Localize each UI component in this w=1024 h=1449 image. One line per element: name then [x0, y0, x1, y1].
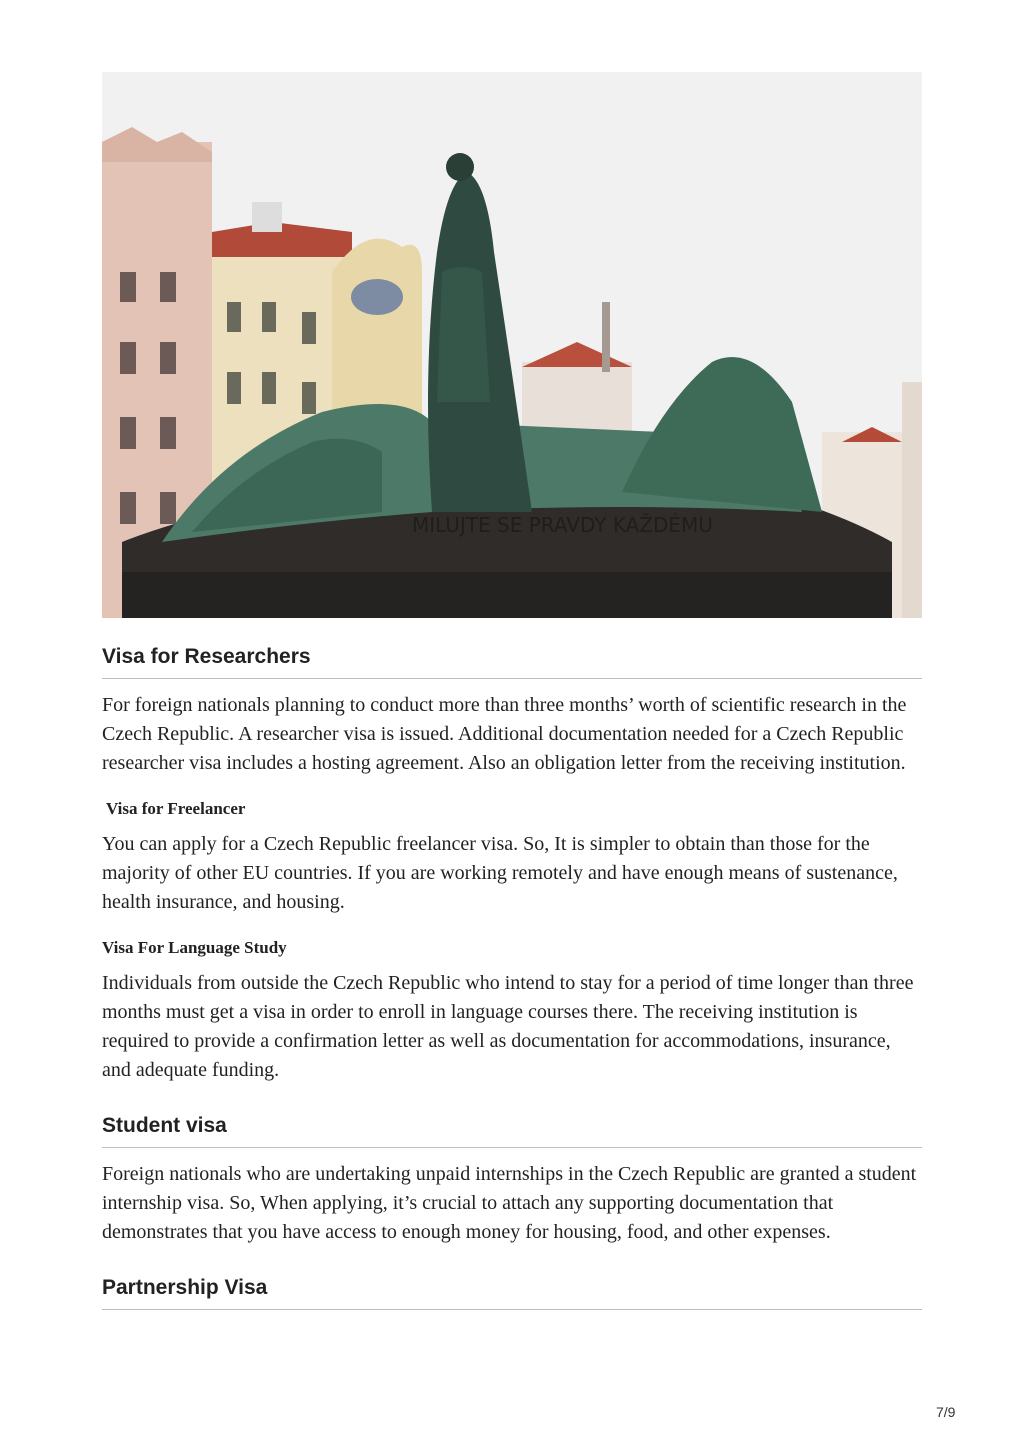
statue-photo-icon [102, 72, 922, 618]
section-body-student-visa: Foreign nationals who are undertaking unpaid internships in the Czech Republic are granted a student internship visa. So, When applying, it’s crucial to attach any supporting documentation that demonstrates that you have access to enough money for housing, food, and other expenses. [102, 1163, 917, 1243]
subheading-freelancer: Visa for Freelancer [106, 799, 246, 818]
document-page [102, 72, 922, 1310]
svg-text:MILUJTE SE PRAVDY KAŽDÉMU: MILUJTE SE PRAVDY KAŽDÉMU [412, 513, 713, 537]
section-heading-student-visa: Student visa [102, 1113, 922, 1148]
page-number: 7/9 [936, 1404, 956, 1420]
subheading-language-study: Visa For Language Study [102, 938, 287, 957]
section-heading-researchers: Visa for Researchers [102, 644, 922, 679]
section-body-researchers: For foreign nationals planning to conduct more than three months’ worth of scientific research in the Czech Republic. A researcher visa is issued. Additional documentation needed for a Czech Republic researcher visa includes a hosting agreement. Also an obligation letter from the receiving institution. [102, 694, 907, 774]
section-body-language-study: Individuals from outside the Czech Republic who intend to stay for a period of time longer than three months must get a visa in order to enroll in language courses there. The receiving institution is required to provide a confirmation letter as well as documentation for accommodations, insurance, and adequate funding. [102, 972, 914, 1081]
statue-photo [102, 72, 922, 618]
section-body-freelancer: You can apply for a Czech Republic freelancer visa. So, It is simpler to obtain than those for the majority of other EU countries. If you are working remotely and have enough means of sustenance, health insurance, and housing. [102, 833, 898, 913]
section-heading-partnership-visa: Partnership Visa [102, 1275, 922, 1310]
